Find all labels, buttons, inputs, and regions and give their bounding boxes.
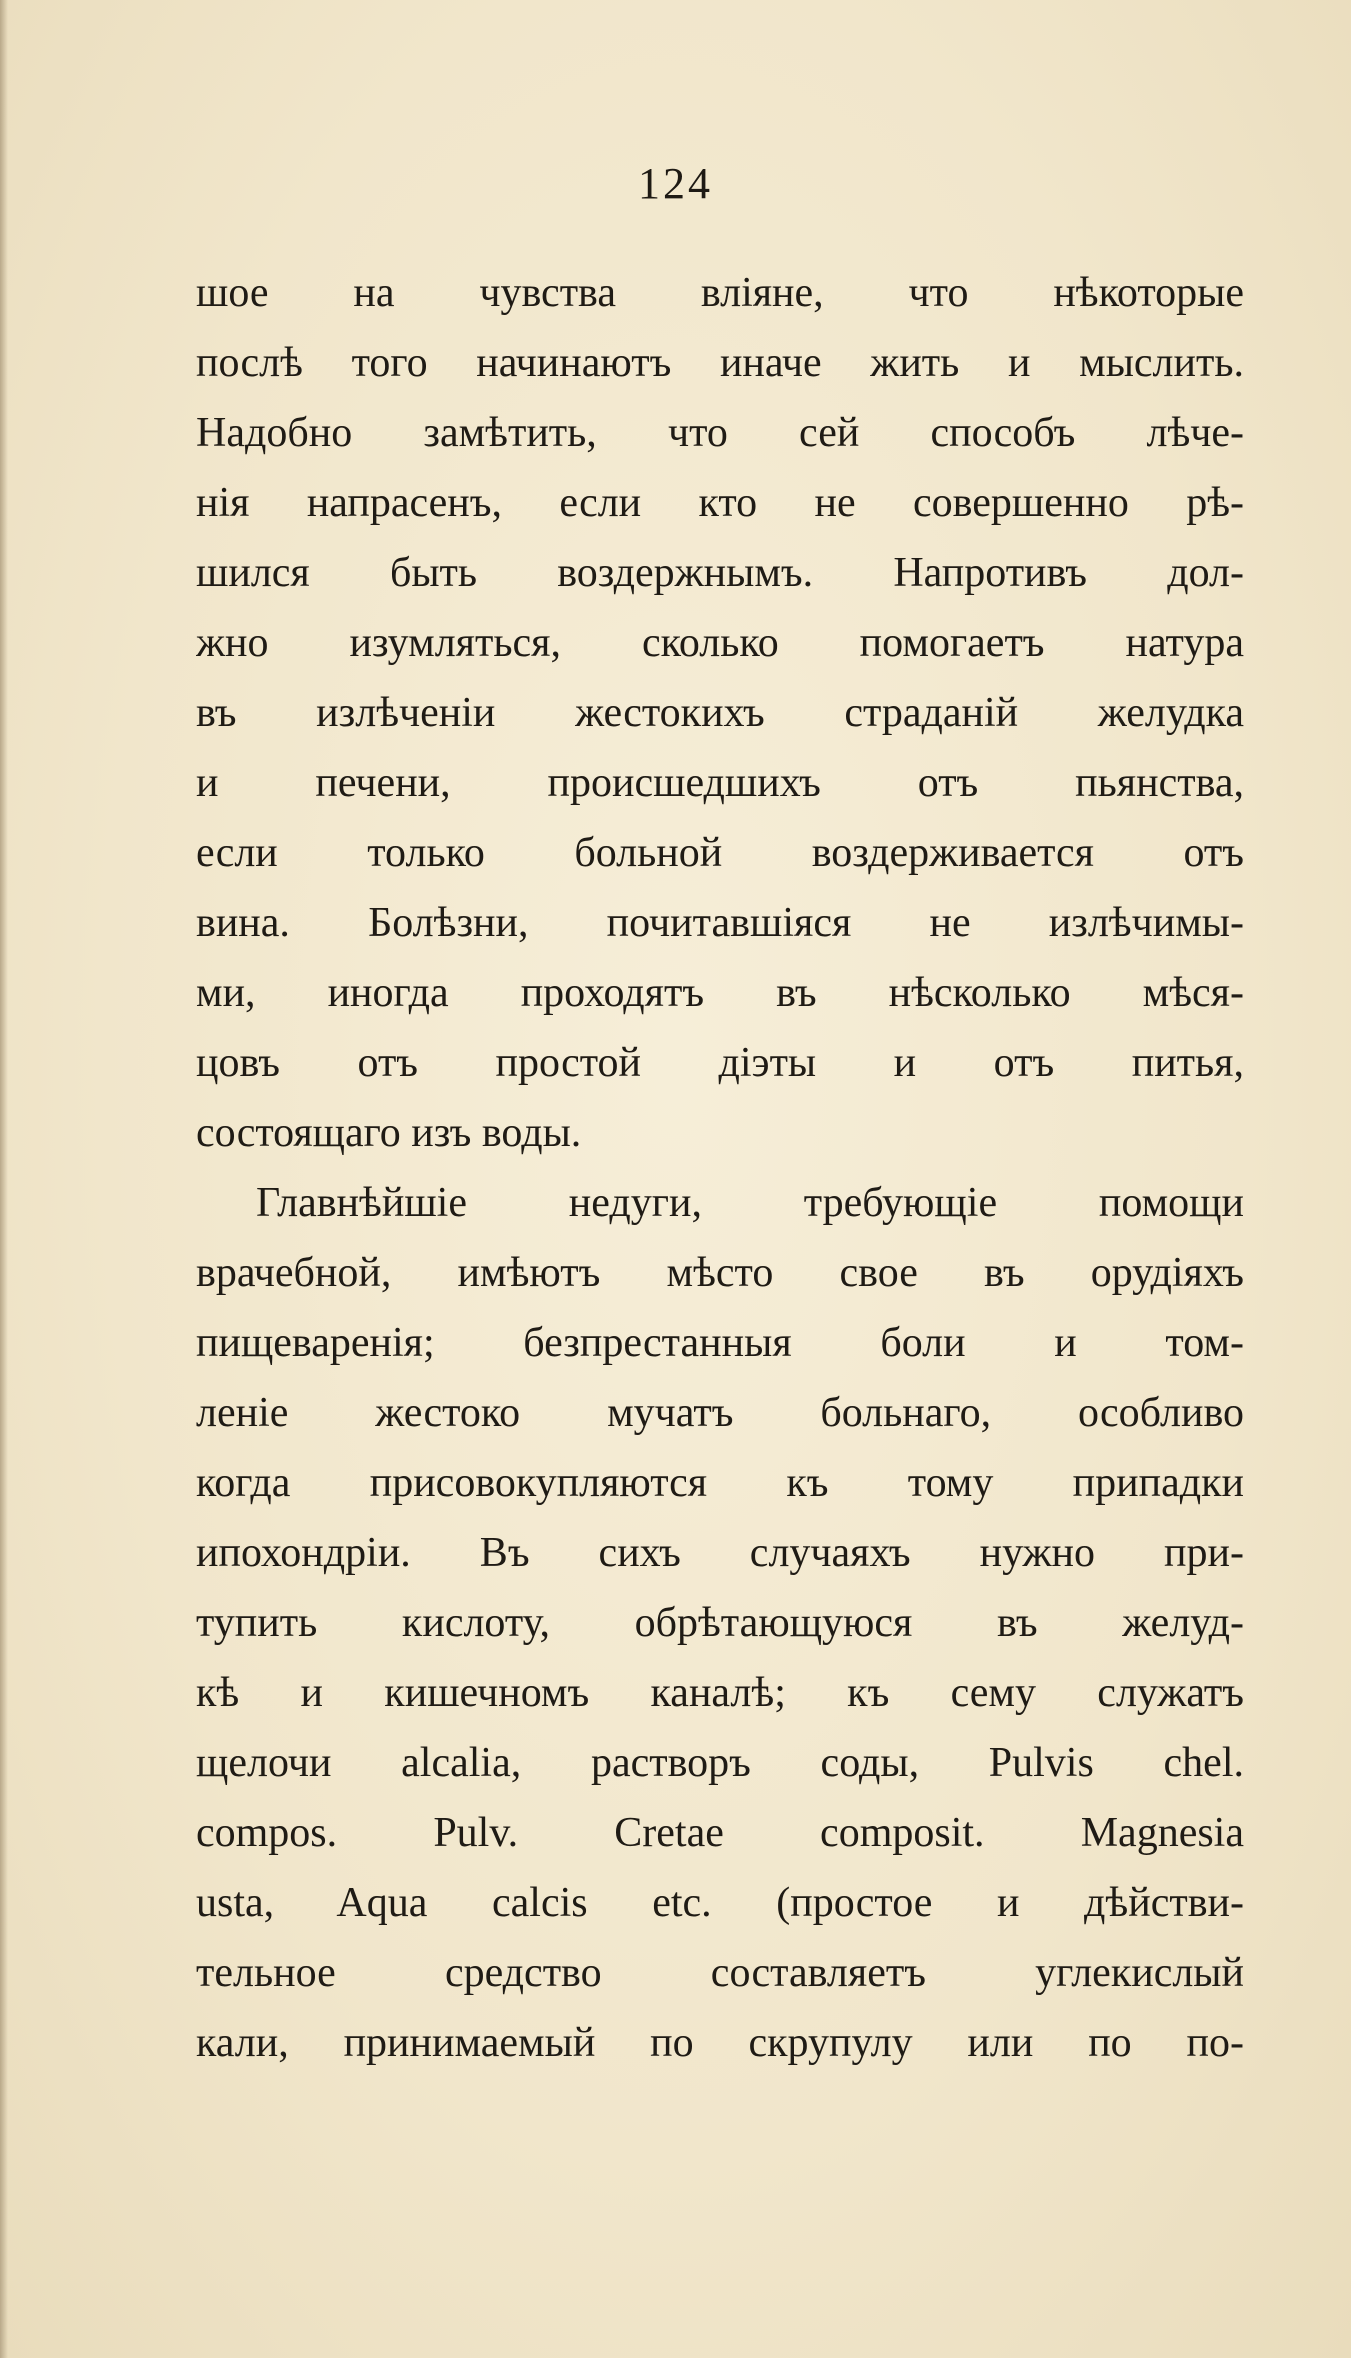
text-line: если только больной воздерживается отъ <box>196 830 1244 876</box>
text-line: щелочи alcalia, растворъ соды, Pulvis chel. <box>196 1740 1244 1786</box>
text-line: леніе жестоко мучатъ больнаго, особливо <box>196 1390 1244 1436</box>
text-line: ипохондріи. Въ сихъ случаяхъ нужно при- <box>196 1530 1244 1576</box>
text-line: тупить кислоту, обрѣтающуюся въ желуд- <box>196 1600 1244 1646</box>
text-line: нія напрасенъ, если кто не совершенно рѣ- <box>196 480 1244 526</box>
text-line: когда присовокупляются къ тому припадки <box>196 1460 1244 1506</box>
text-line: шое на чувства вліяне, что нѣкоторые <box>196 270 1244 316</box>
text-line: кали, принимаемый по скрупулу или по по- <box>196 2020 1244 2066</box>
text-line: usta, Aqua calcis etc. (простое и дѣйстви- <box>196 1880 1244 1926</box>
page-binding-shadow <box>0 0 8 2358</box>
body-text <box>196 258 1244 2078</box>
text-line: кѣ и кишечномъ каналѣ; къ сему служатъ <box>196 1670 1244 1716</box>
text-line: послѣ того начинаютъ иначе жить и мыслить. <box>196 340 1244 386</box>
text-line: и печени, происшедшихъ отъ пьянства, <box>196 760 1244 806</box>
text-line: жно изумляться, сколько помогаетъ натура <box>196 620 1244 666</box>
text-line: ми, иногда проходятъ въ нѣсколько мѣся- <box>196 970 1244 1016</box>
text-line: тельное средство составляетъ углекислый <box>196 1950 1244 1996</box>
text-line-paragraph-start: Главнѣйшіе недуги, требующіе помощи <box>256 1180 1244 1226</box>
text-line-paragraph-end: состоящаго изъ воды. <box>196 1110 582 1156</box>
text-line: въ излѣченіи жестокихъ страданій желудка <box>196 690 1244 736</box>
text-line: Надобно замѣтить, что сей способъ лѣче- <box>196 410 1244 456</box>
text-line: пищеваренія; безпрестанныя боли и том- <box>196 1320 1244 1366</box>
text-line: вина. Болѣзни, почитавшіяся не излѣчимы- <box>196 900 1244 946</box>
text-line: врачебной, имѣютъ мѣсто свое въ орудіяхъ <box>196 1250 1244 1296</box>
page-number: 124 <box>638 159 713 208</box>
text-line: compos. Pulv. Cretae composit. Magnesia <box>196 1810 1244 1856</box>
text-line: шился быть воздержнымъ. Напротивъ дол- <box>196 550 1244 596</box>
text-line: цовъ отъ простой діэты и отъ питья, <box>196 1040 1244 1086</box>
